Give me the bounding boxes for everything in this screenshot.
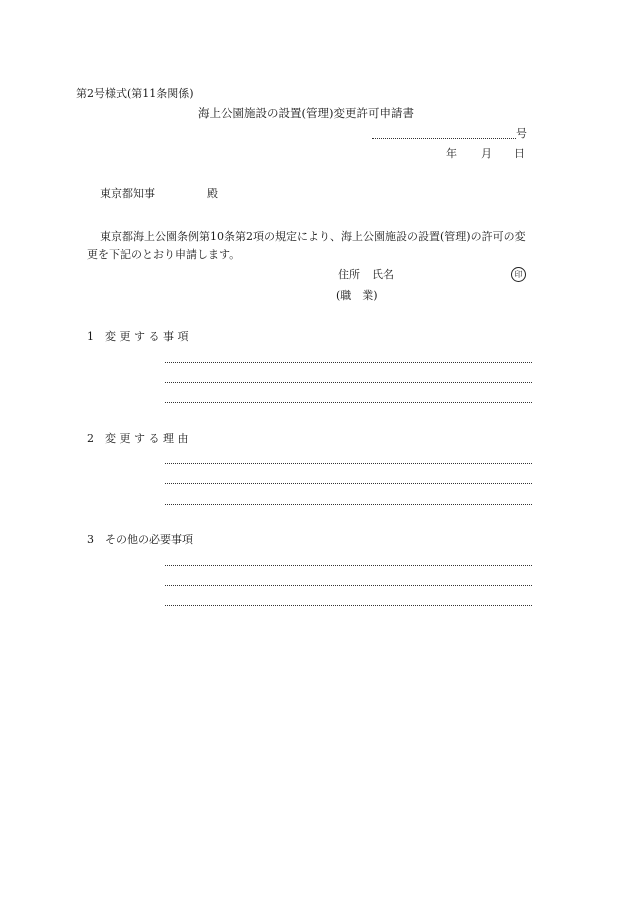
section-3-line-1 — [165, 565, 532, 566]
section-2-line-2 — [165, 483, 532, 484]
form-number: 第2号様式(第11条関係) — [76, 87, 194, 100]
section-2-line-1 — [165, 463, 532, 464]
occupation-label: (職 業) — [336, 289, 378, 302]
address-label: 住所 — [338, 268, 360, 281]
date-day: 日 — [514, 147, 525, 160]
section-1-line-3 — [165, 402, 532, 403]
addressee-name: 東京都知事 — [100, 187, 155, 200]
section-2-line-3 — [165, 504, 532, 505]
document-title: 海上公園施設の設置(管理)変更許可申請書 — [198, 106, 414, 120]
number-suffix: 号 — [516, 127, 527, 140]
section-3-line-3 — [165, 605, 532, 606]
date-month: 月 — [481, 147, 492, 160]
body-line-2: 更を下記のとおり申請します。 — [87, 248, 241, 261]
body-line-1: 東京都海上公園条例第10条第2項の規定により、海上公園施設の設置(管理)の許可の変 — [100, 230, 526, 243]
date-year: 年 — [446, 147, 457, 160]
number-line — [372, 138, 516, 139]
addressee-honorific: 殿 — [207, 187, 218, 200]
section-1-line-2 — [165, 382, 532, 383]
section-3-label: 3 その他の必要事項 — [87, 533, 193, 546]
section-2-label: 2 変 更 す る 理 由 — [87, 432, 189, 445]
section-3-line-2 — [165, 585, 532, 586]
seal-icon: 印 — [511, 267, 526, 282]
section-1-line-1 — [165, 362, 532, 363]
name-label: 氏名 — [372, 268, 394, 281]
section-1-label: 1 変 更 す る 事 項 — [87, 330, 189, 343]
